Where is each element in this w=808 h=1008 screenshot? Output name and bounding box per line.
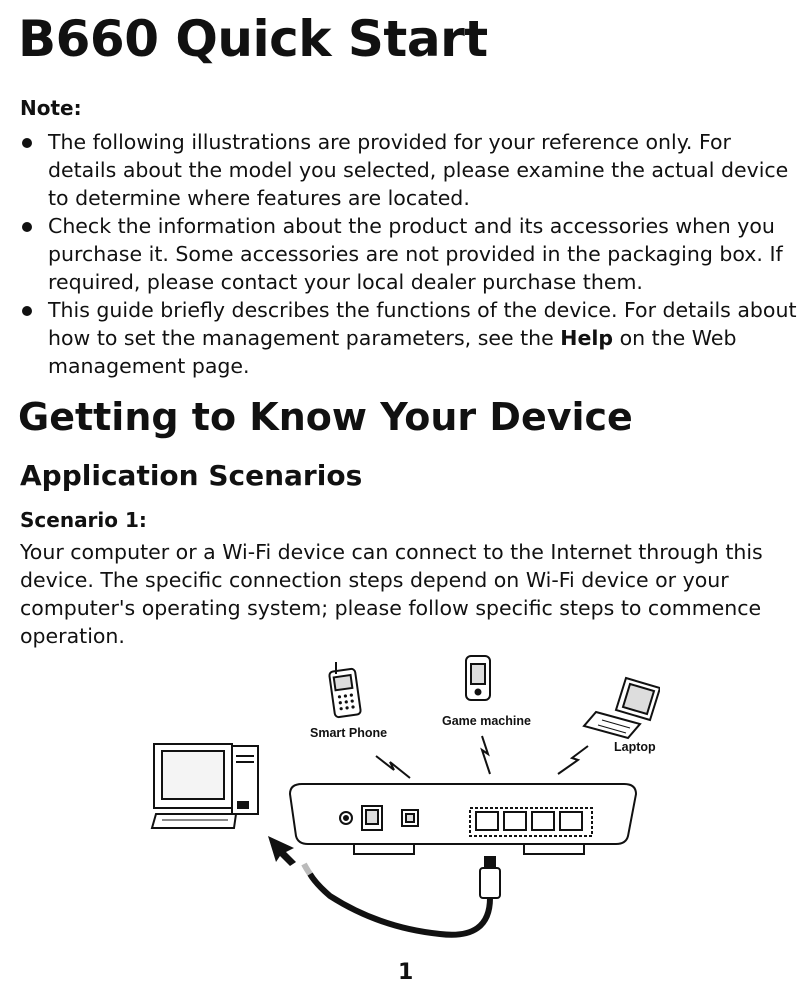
scenario-label: Scenario 1: (20, 508, 147, 532)
laptop-icon (584, 678, 660, 738)
note-text: This guide briefly describes the functions of the device. For details about how to set the management parameters, see the (48, 298, 797, 350)
connection-arrow-icon (268, 836, 296, 866)
smart-phone-icon (329, 662, 361, 718)
note-item: The following illustrations are provided for your reference only. For details about the model you selected, please examine the actual device to determine where features are located. (20, 128, 798, 212)
ethernet-cable (304, 856, 500, 935)
router-device (290, 784, 636, 854)
note-list (20, 128, 798, 380)
note-item: Check the information about the product and its accessories when you purchase it. Some accessories are not provided in the packaging box. If required, please contact your local dealer purchase them. (20, 212, 798, 296)
page-number: 1 (398, 960, 414, 985)
game-machine-label: Game machine (442, 714, 531, 728)
section-heading: Getting to Know Your Device (18, 395, 633, 439)
laptop-label: Laptop (614, 740, 656, 754)
desktop-computer-icon (152, 744, 258, 828)
note-item (20, 296, 798, 380)
scenario-description: Your computer or a Wi-Fi device can connect to the Internet through this device. The specific connection steps depend on Wi-Fi device or your computer's operating system; please follow specific steps to commence operation. (20, 540, 763, 648)
game-machine-icon (466, 656, 490, 700)
wireless-signal-icon (376, 736, 588, 778)
note-label: Note: (20, 96, 82, 120)
smart-phone-label: Smart Phone (310, 726, 388, 740)
note-text: on the Web management page. (48, 326, 737, 378)
help-term: Help (560, 326, 614, 350)
page-title: B660 Quick Start (18, 10, 488, 68)
scenario-illustration (140, 648, 660, 948)
subsection-heading: Application Scenarios (20, 459, 363, 492)
